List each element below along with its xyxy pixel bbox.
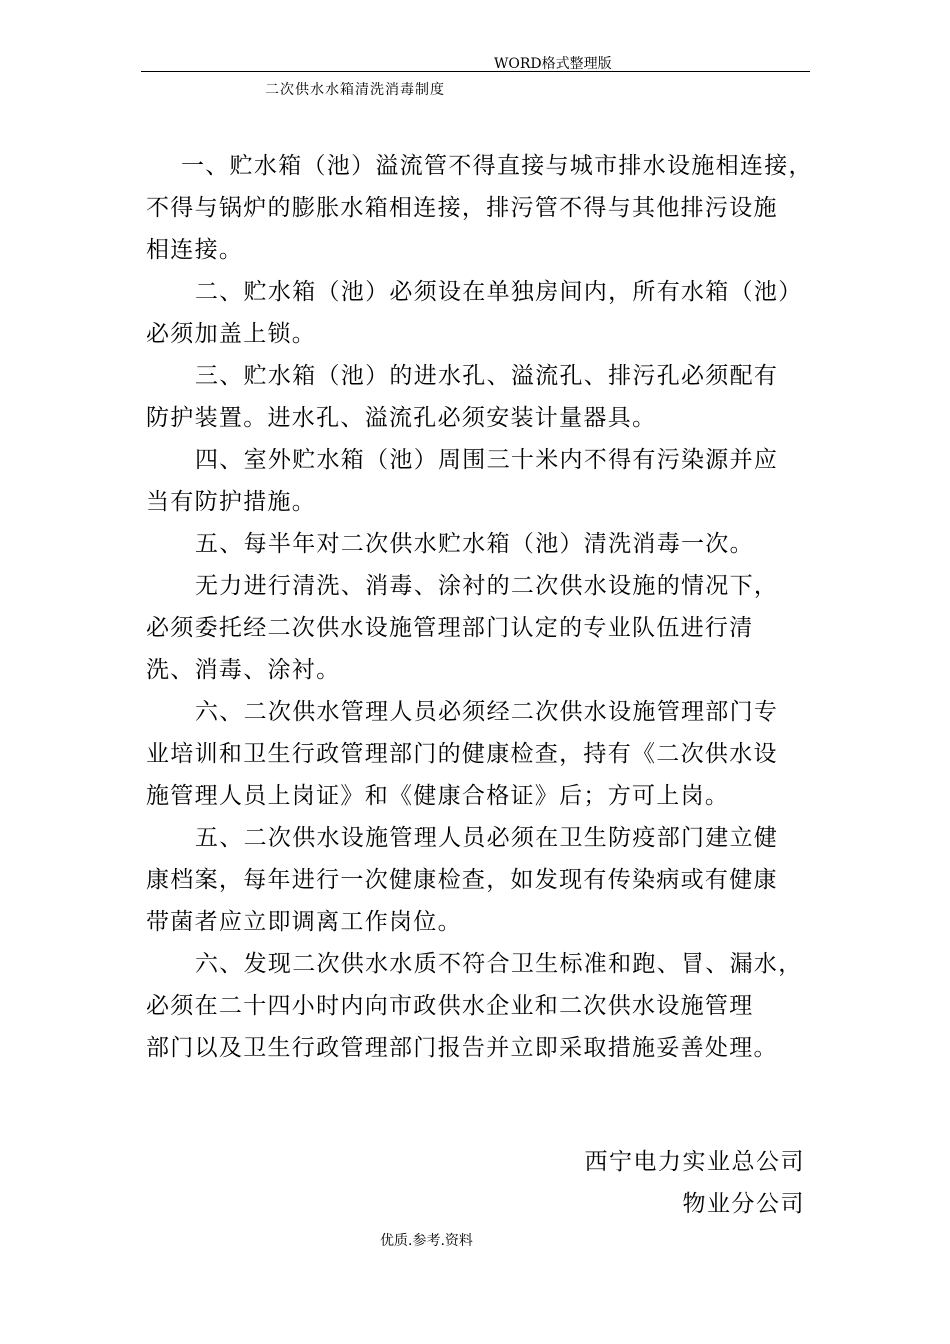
clause-7 [146, 817, 816, 943]
paragraph-line: 一、贮水箱（池）溢流管不得直接与城市排水设施相连接， [181, 153, 813, 179]
clause-5 [146, 523, 816, 565]
paragraph-line: 无力进行清洗、消毒、涂衬的二次供水设施的情况下， [195, 573, 779, 599]
paragraph-line: 施管理人员上岗证》和《健康合格证》后；方可上岗。 [146, 783, 730, 809]
clause-8 [146, 943, 816, 1069]
signature-company: 西宁电力实业总公司 [584, 1149, 805, 1175]
paragraph-line: 洗、消毒、涂衬。 [146, 657, 341, 683]
paragraph-line: 必须加盖上锁。 [146, 321, 317, 347]
paragraph-line: 业培训和卫生行政管理部门的健康检查，持有《二次供水设 [146, 741, 778, 767]
paragraph-line: 六、二次供水管理人员必须经二次供水设施管理部门专 [195, 699, 779, 725]
paragraph-line: 五、二次供水设施管理人员必须在卫生防疫部门建立健 [195, 825, 779, 851]
clause-4 [146, 439, 816, 523]
paragraph-line: 带菌者应立即调离工作岗位。 [146, 909, 462, 935]
page-header-label: WORD格式整理版 [494, 56, 612, 72]
paragraph-line: 二、贮水箱（池）必须设在单独房间内，所有水箱（池） [195, 279, 803, 305]
paragraph-line: 不得与锅炉的膨胀水箱相连接，排污管不得与其他排污设施 [146, 195, 778, 221]
paragraph-line: 五、每半年对二次供水贮水箱（池）清洗消毒一次。 [195, 531, 754, 557]
document-body [146, 145, 816, 1069]
clause-3 [146, 355, 816, 439]
clause-6 [146, 691, 816, 817]
paragraph-line: 当有防护措施。 [146, 489, 317, 515]
clause-5-note [146, 565, 816, 691]
clause-2 [146, 271, 816, 355]
paragraph-line: 六、发现二次供水水质不符合卫生标准和跑、冒、漏水， [195, 951, 803, 977]
clause-1 [146, 145, 816, 271]
document-title: 二次供水水箱清洗消毒制度 [265, 82, 445, 98]
paragraph-line: 相连接。 [146, 237, 244, 263]
paragraph-line: 四、室外贮水箱（池）周围三十米内不得有污染源并应 [195, 447, 779, 473]
signature-branch: 物业分公司 [682, 1191, 805, 1217]
paragraph-line: 必须委托经二次供水设施管理部门认定的专业队伍进行清 [146, 615, 754, 641]
paragraph-line: 三、贮水箱（池）的进水孔、溢流孔、排污孔必须配有 [195, 363, 779, 389]
paragraph-line: 部门以及卫生行政管理部门报告并立即采取措施妥善处理。 [146, 1035, 778, 1061]
header-divider [141, 71, 810, 72]
paragraph-line: 防护装置。进水孔、溢流孔必须安装计量器具。 [146, 405, 657, 431]
paragraph-line: 必须在二十四小时内向市政供水企业和二次供水设施管理 [146, 993, 754, 1019]
paragraph-line: 康档案，每年进行一次健康检查，如发现有传染病或有健康 [146, 867, 778, 893]
page-footer-label: 优质.参考.资料 [380, 1233, 473, 1249]
